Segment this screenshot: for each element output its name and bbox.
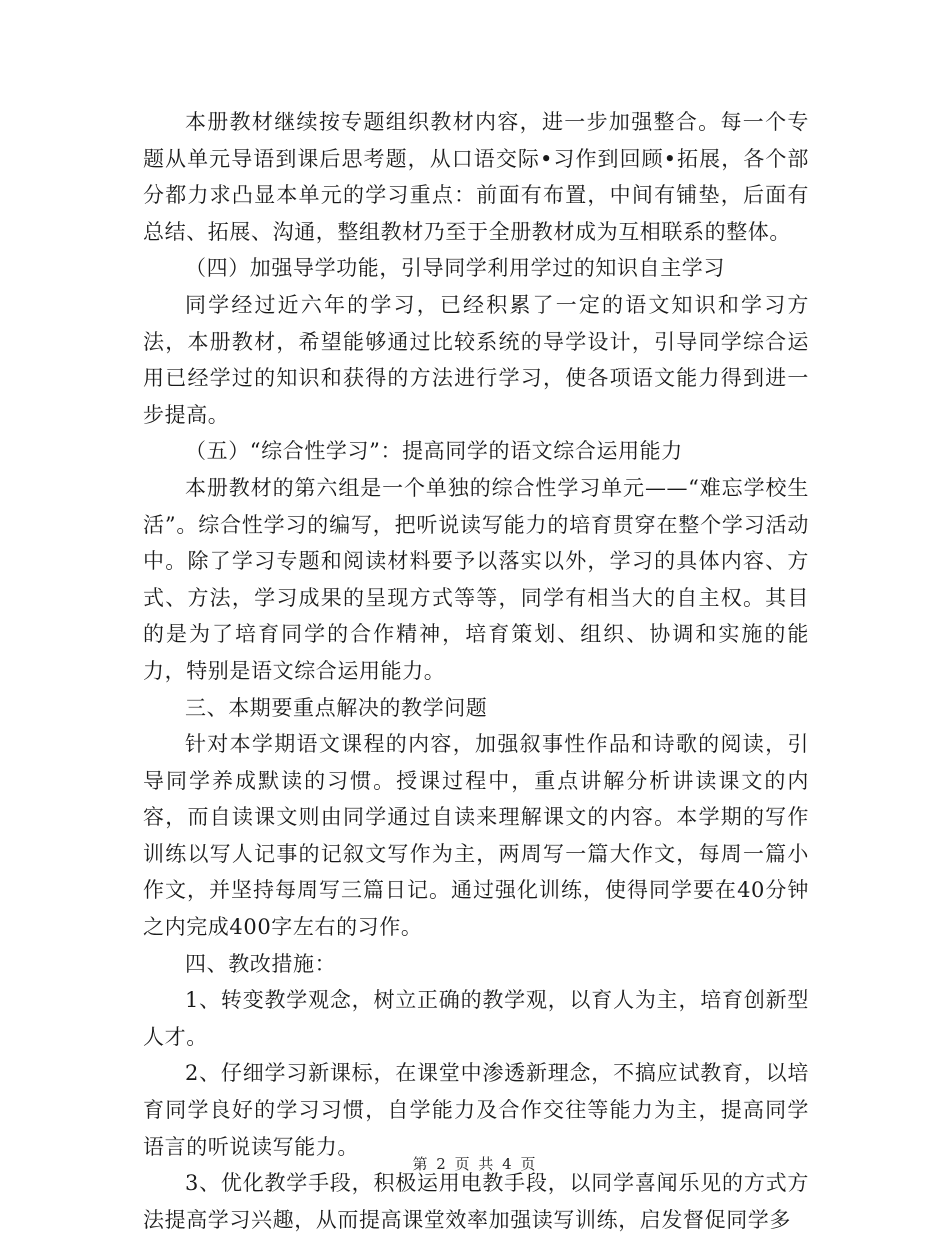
paragraph-integration: 本册教材继续按专题组织教材内容，进一步加强整合。每一个专题从单元导语到课后思考题，从口语交际•习作到回顾•拓展，各个部分都力求凸显本单元的学习重点：前面有布置，中间有铺垫，后面有总结、拓展、沟通，整组教材乃至于全册教材成为互相联系的整体。 — [143, 110, 809, 244]
heading-reform-measures: 四、教改措施： — [185, 951, 337, 976]
paragraph-key-teaching-problems: 针对本学期语文课程的内容，加强叙事性作品和诗歌的阅读，引导同学养成默读的习惯。授课过程中，重点讲解分析讲读课文的内容，而自读课文则由同学通过自读来理解课文的内容。本学期的写作训练以写人记事的记叙文写作为主，两周写一篇大作文，每周一篇小作文，并坚持每周写三篇日记。通过强化训练，使得同学要在40分钟之内完成400字左右的习作。 — [143, 732, 809, 940]
paragraph-comprehensive-learning: 本册教材的第六组是一个单独的综合性学习单元——“难忘学校生活”。综合性学习的编写，把听说读写能力的培育贯穿在整个学习活动中。除了学习专题和阅读材料要予以落实以外，学习的具体内容、方式、方法，学习成果的呈现方式等等，同学有相当大的自主权。其目的是为了培育同学的合作精神，培育策划、组织、协调和实施的能力，特别是语文综合运用能力。 — [143, 475, 809, 683]
heading-comprehensive-learning: （五）“综合性学习”：提高同学的语文综合运用能力 — [185, 439, 683, 464]
paragraph-guided-learning: 同学经过近六年的学习，已经积累了一定的语文知识和学习方法，本册教材，希望能够通过比较系统的导学设计，引导同学综合运用已经学过的知识和获得的方法进行学习，使各项语文能力得到进一步提高。 — [143, 292, 809, 427]
heading-key-teaching-problems: 三、本期要重点解决的教学问题 — [185, 695, 488, 720]
page-number-footer: 第 2 页 共 4 页 — [412, 1155, 538, 1173]
document-body — [143, 104, 809, 1238]
list-item-measure-1: 1、转变教学观念，树立正确的教学观，以育人为主，培育创新型人才。 — [143, 988, 809, 1049]
list-item-measure-3: 3、优化教学手段，积极运用电教手段，以同学喜闻乐见的方式方法提高学习兴趣，从而提高课堂效率加强读写训练，启发督促同学多 — [143, 1171, 809, 1232]
list-item-measure-2: 2、仔细学习新课标，在课堂中渗透新理念，不搞应试教育，以培育同学良好的学习习惯，自学能力及合作交往等能力为主，提高同学语言的听说读写能力。 — [143, 1061, 809, 1159]
heading-guided-learning: （四）加强导学功能，引导同学利用学过的知识自主学习 — [185, 256, 725, 281]
